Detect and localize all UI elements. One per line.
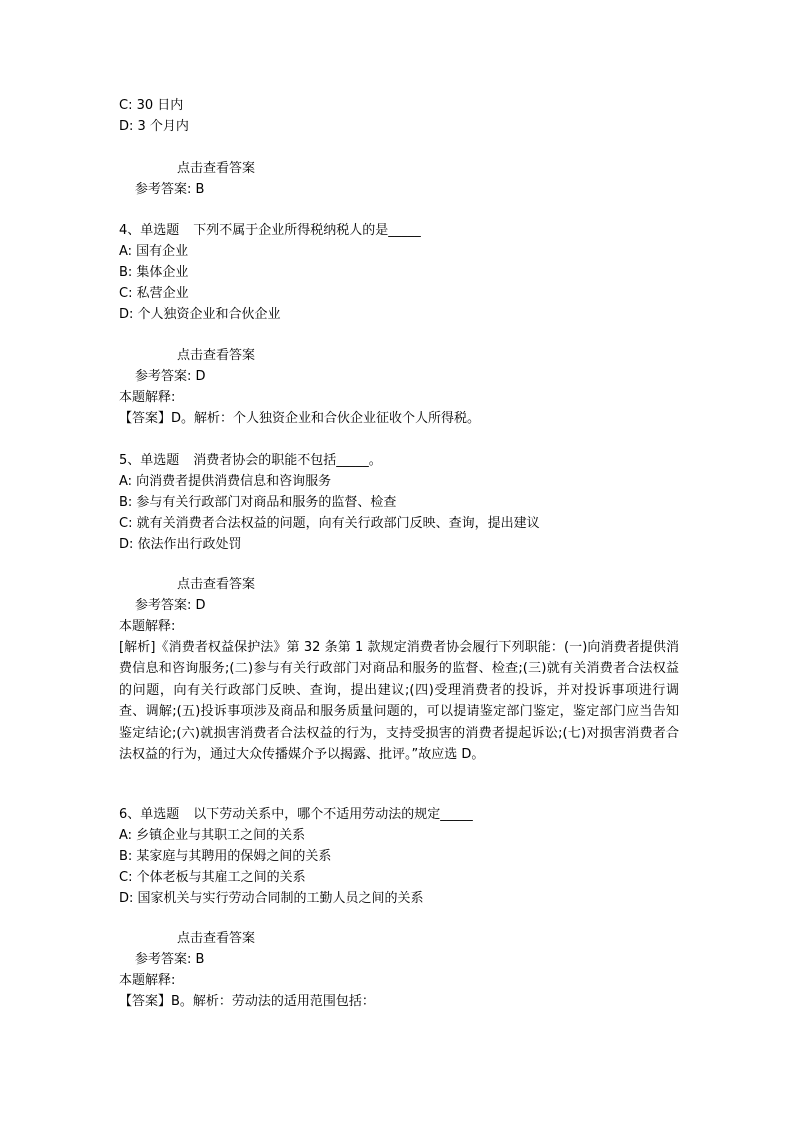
question-5	[119, 450, 679, 555]
question-header	[119, 220, 679, 241]
explanation-label: 本题解释:	[119, 390, 176, 405]
question-type: 6、单选题	[119, 807, 180, 822]
option-a: A: 向消费者提供消费信息和咨询服务	[119, 474, 332, 489]
q4-answer-block	[119, 345, 679, 429]
option-c: C: 就有关消费者合法权益的问题，向有关行政部门反映、查询，提出建议	[119, 516, 540, 531]
show-answer-link[interactable]: 点击查看答案	[177, 348, 256, 363]
option-c: C: 私营企业	[119, 286, 189, 301]
reference-answer: 参考答案: B	[135, 952, 205, 967]
option-a: A: 乡镇企业与其职工之间的关系	[119, 828, 306, 843]
reference-answer: 参考答案: D	[135, 598, 206, 613]
option-d: D: 3 个月内	[119, 119, 189, 134]
option-b: B: 某家庭与其聘用的保姆之间的关系	[119, 849, 332, 864]
option-d: D: 依法作出行政处罚	[119, 537, 242, 552]
reference-answer: 参考答案: B	[135, 182, 205, 197]
q6-answer-block	[119, 928, 679, 1012]
explanation-label: 本题解释:	[119, 973, 176, 988]
question-stem: 下列不属于企业所得税纳税人的是_____	[193, 223, 421, 238]
option-b: B: 参与有关行政部门对商品和服务的监督、检查	[119, 495, 397, 510]
question-stem: 以下劳动关系中，哪个不适用劳动法的规定_____	[193, 807, 473, 822]
show-answer-link[interactable]: 点击查看答案	[177, 161, 256, 176]
question-stem: 消费者协会的职能不包括_____。	[193, 453, 382, 468]
q5-answer-block	[119, 574, 679, 765]
show-answer-link[interactable]: 点击查看答案	[177, 931, 256, 946]
option-a: A: 国有企业	[119, 244, 189, 259]
option-c: C: 30 日内	[119, 98, 184, 113]
explanation-text: 【答案】D。解析：个人独资企业和合伙企业征收个人所得税。	[119, 411, 481, 426]
option-d: D: 国家机关与实行劳动合同制的工勤人员之间的关系	[119, 891, 424, 906]
question-type: 4、单选题	[119, 223, 180, 238]
option-d: D: 个人独资企业和合伙企业	[119, 307, 281, 322]
explanation-text: 【答案】B。解析：劳动法的适用范围包括：	[119, 994, 375, 1009]
q3-tail	[119, 95, 679, 137]
question-4	[119, 220, 679, 325]
question-header	[119, 450, 679, 471]
question-6	[119, 804, 679, 909]
reference-answer: 参考答案: D	[135, 369, 206, 384]
option-c: C: 个体老板与其雇工之间的关系	[119, 870, 306, 885]
question-type: 5、单选题	[119, 453, 180, 468]
explanation-label: 本题解释:	[119, 619, 176, 634]
q3-answer-block	[119, 158, 679, 200]
question-header	[119, 804, 679, 825]
option-b: B: 集体企业	[119, 265, 189, 280]
show-answer-link[interactable]: 点击查看答案	[177, 577, 256, 592]
explanation-text: [解析]《消费者权益保护法》第 32 条第 1 款规定消费者协会履行下列职能：(一)向消费者提供消费信息和咨询服务;(二)参与有关行政部门对商品和服务的监督、检查;(三)就有关消费者合法权益的问题，向有关行政部门反映、查询，提出建议;(四)受理消费者的投诉，并对投诉事项进行调查、调解;(五)投诉事项涉及商品和服务质量问题的，可以提请鉴定部门鉴定，鉴定部门应当告知鉴定结论;(六)就损害消费者合法权益的行为，支持受损害的消费者提起诉讼;(七)对损害消费者合法权益的行为，通过大众传播媒介予以揭露、批评。”故应选 D。	[119, 640, 679, 763]
